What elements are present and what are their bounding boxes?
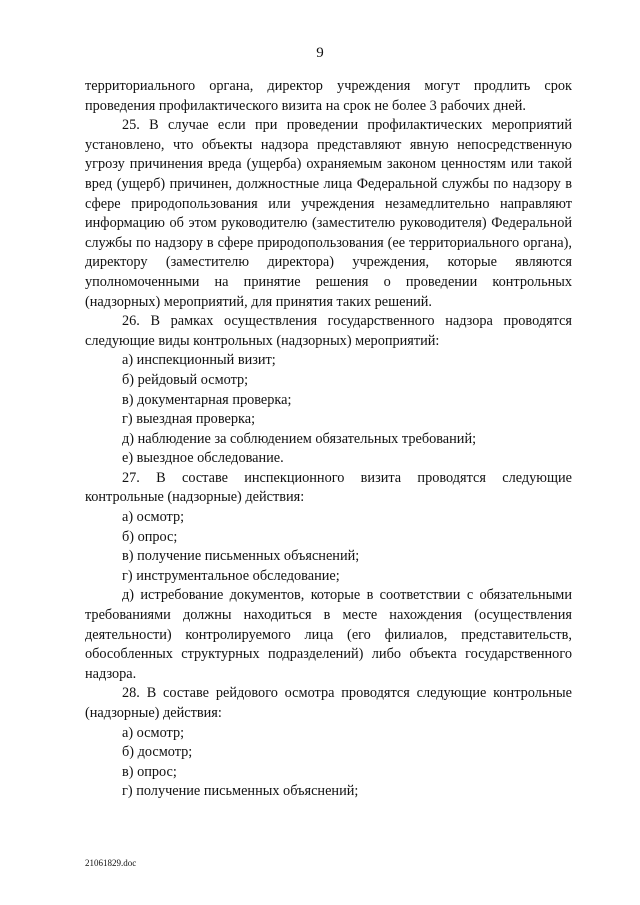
paragraph-28: 28. В составе рейдового осмотра проводятся следующие контрольные (надзорные) действия: (85, 685, 572, 721)
document-body (85, 77, 572, 802)
page-number: 9 (316, 45, 324, 61)
paragraph-24-continuation: территориального органа, директор учреждения могут продлить срок проведения профилактического визита на срок не более 3 рабочих дней. (85, 78, 572, 114)
list-item-26-e: е) выездное обследование. (122, 450, 284, 467)
paragraph-25: 25. В случае если при проведении профилактических мероприятий установлено, что объекты надзора представляют явную непосредственную угрозу причинения вреда (ущерба) охраняемым законом ценностям или такой вред (ущерб) причинен, должностные лица Федеральной службы по надзору в сфере природопользования или учреждения незамедлительно направляют информацию об этом руководителю (заместителю руководителя) Федеральной службы по надзору в сфере природопользования (ее территориального органа), директору (заместителю директора) учреждения, которые являются уполномоченными на принятие решения о проведении контрольных (надзорных) мероприятий, для принятия таких решений. (85, 117, 572, 310)
footer-filename: 21061829.doc (85, 858, 137, 868)
list-item-28-g: г) получение письменных объяснений; (122, 783, 359, 800)
list-item-27-g: г) инструментальное обследование; (122, 567, 340, 584)
list-item-26-a: а) инспекционный визит; (122, 352, 276, 369)
list-item-26-v: в) документарная проверка; (122, 391, 292, 408)
paragraph-26: 26. В рамках осуществления государственного надзора проводятся следующие виды контрольных (надзорных) мероприятий: (85, 313, 572, 349)
list-item-26-d: д) наблюдение за соблюдением обязательных требований; (122, 430, 477, 447)
paragraph-27: 27. В составе инспекционного визита проводятся следующие контрольные (надзорные) действия: (85, 469, 572, 506)
list-item-28-a: а) осмотр; (122, 724, 185, 741)
list-item-27-a: а) осмотр; (122, 509, 185, 526)
list-item-26-g: г) выездная проверка; (122, 411, 256, 428)
list-item-26-b: б) рейдовый осмотр; (122, 371, 249, 388)
list-item-27-v: в) получение письменных объяснений; (122, 548, 360, 565)
list-item-28-v: в) опрос; (122, 763, 177, 780)
list-item-27-d: д) истребование документов, которые в соответствии с обязательными требованиями должны находиться в месте нахождения (осуществления деятельности) контролируемого лица (его филиалов, представительств, обособленных структурных подразделений) либо объекта государственного надзора. (85, 587, 572, 682)
list-item-28-b: б) досмотр; (122, 744, 193, 761)
list-item-27-b: б) опрос; (122, 528, 178, 545)
